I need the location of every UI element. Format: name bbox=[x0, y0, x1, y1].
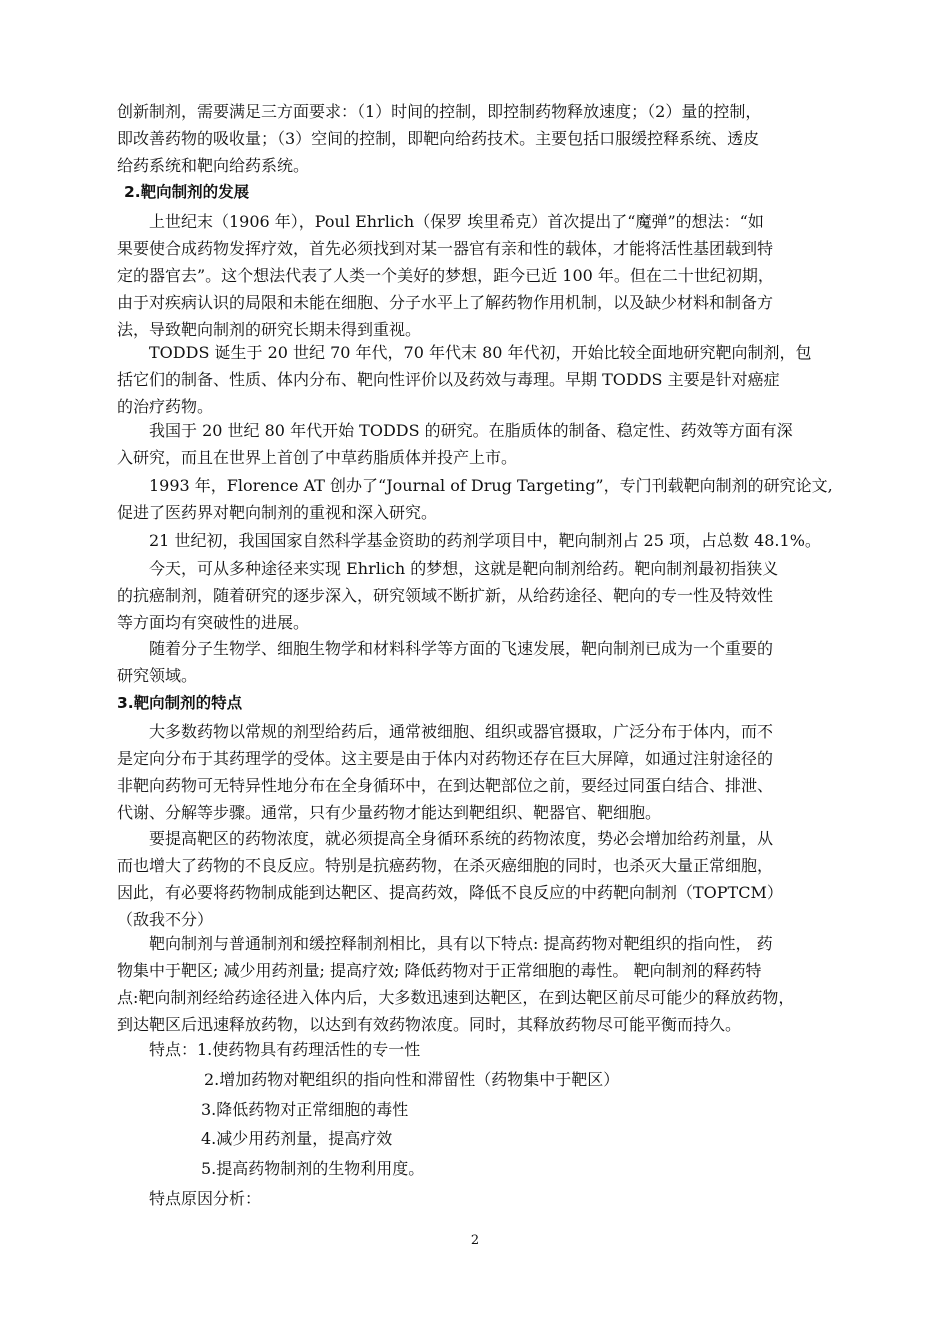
text-line: 上世纪末（1906 年），Poul Ehrlich（保罗 埃里希克）首次提出了“魔弹”的想法：“如 bbox=[117, 212, 764, 231]
section2-paragraph-7 bbox=[117, 635, 840, 689]
page-number: 2 bbox=[470, 1233, 480, 1248]
text-line: 大多数药物以常规的剂型给药后，通常被细胞、组织或器官摄取，广泛分布于体内，而不 bbox=[117, 722, 774, 741]
text-line: 随着分子生物学、细胞生物学和材料科学等方面的飞速发展，靶向制剂已成为一个重要的 bbox=[117, 639, 774, 658]
section2-paragraph-5 bbox=[117, 527, 840, 554]
text-line: 定的器官去”。这个想法代表了人类一个美好的梦想，距今已近 100 年。但在二十世纪初期， bbox=[117, 266, 774, 285]
text-line: 果要使合成药物发挥疗效，首先必须找到对某一器官有亲和性的载体，才能将活性基团载到特 bbox=[117, 239, 774, 258]
text-line: 的抗癌制剂，随着研究的逐步深入，研究领域不断扩新，从给药途径、靶向的专一性及特效性 bbox=[117, 586, 774, 605]
feature-item: 5.提高药物制剂的生物利用度。 bbox=[201, 1159, 425, 1178]
section2-paragraph-2 bbox=[117, 339, 840, 420]
text-line: 给药系统和靶向给药系统。 bbox=[117, 156, 310, 175]
section2-paragraph-3 bbox=[117, 417, 840, 471]
text-line: （敌我不分） bbox=[117, 910, 214, 929]
text-line: 即改善药物的吸收量；（3）空间的控制，即靶向给药技术。主要包括口服缓控释系统、透皮 bbox=[117, 129, 760, 148]
feature-item: 2.增加药物对靶组织的指向性和滞留性（药物集中于靶区） bbox=[204, 1070, 620, 1089]
feature-item: 4.减少用药剂量，提高疗效 bbox=[201, 1129, 393, 1148]
text-line: 因此，有必要将药物制成能到达靶区、提高药效，降低不良反应的中药靶向制剂（TOPTCM） bbox=[117, 883, 783, 902]
text-line: 1993 年，Florence AT 创办了“Journal of Drug Targeting”，专门刊载靶向制剂的研究论文, bbox=[117, 476, 833, 495]
section-heading-3: 3.靶向制剂的特点 bbox=[117, 694, 243, 712]
text-line: 非靶向药物可无特异性地分布在全身循环中，在到达靶部位之前，要经过同蛋白结合、排泄、 bbox=[117, 776, 774, 795]
text-line: 今天，可从多种途径来实现 Ehrlich 的梦想，这就是靶向制剂给药。靶向制剂最初指狭义 bbox=[117, 559, 779, 578]
text-line: 靶向制剂与普通制剂和缓控释制剂相比，具有以下特点: 提高药物对靶组织的指向性， 药 bbox=[117, 934, 773, 953]
text-line: 研究领域。 bbox=[117, 666, 198, 685]
text-line: 入研究，而且在世界上首创了中草药脂质体并投产上市。 bbox=[117, 448, 518, 467]
text-line: 的治疗药物。 bbox=[117, 397, 214, 416]
text-line: 法，导致靶向制剂的研究长期未得到重视。 bbox=[117, 320, 422, 339]
text-line: TODDS 诞生于 20 世纪 70 年代，70 年代末 80 年代初，开始比较全面地研究靶向制剂，包 bbox=[117, 343, 812, 362]
section2-paragraph-6 bbox=[117, 555, 840, 636]
section3-paragraph-1 bbox=[117, 718, 840, 826]
text-line: 等方面均有突破性的进展。 bbox=[117, 613, 310, 632]
text-line: 点:靶向制剂经给药途径进入体内后，大多数迅速到达靶区，在到达靶区前尽可能少的释放药物， bbox=[117, 988, 795, 1007]
section3-paragraph-3 bbox=[117, 930, 840, 1038]
text-line: 21 世纪初，我国国家自然科学基金资助的药剂学项目中，靶向制剂占 25 项，占总数 48.1%。 bbox=[117, 531, 821, 550]
text-line: 物集中于靶区; 减少用药剂量; 提高疗效; 降低药物对于正常细胞的毒性。 靶向制剂的释药特 bbox=[117, 961, 762, 980]
section2-paragraph-4 bbox=[117, 472, 840, 526]
text-line: 促进了医药界对靶向制剂的重视和深入研究。 bbox=[117, 503, 438, 522]
section-heading-2: 2.靶向制剂的发展 bbox=[124, 183, 250, 201]
features-intro: 特点：1.使药物具有药理活性的专一性 bbox=[149, 1040, 421, 1059]
text-line: 我国于 20 世纪 80 年代开始 TODDS 的研究。在脂质体的制备、稳定性、药效等方面有深 bbox=[117, 421, 793, 440]
text-line: 是定向分布于其药理学的受体。这主要是由于体内对药物还存在巨大屏障，如通过注射途径的 bbox=[117, 749, 774, 768]
text-line: 要提高靶区的药物浓度，就必须提高全身循环系统的药物浓度，势必会增加给药剂量，从 bbox=[117, 829, 774, 848]
text-line: 由于对疾病认识的局限和未能在细胞、分子水平上了解药物作用机制，以及缺少材料和制备方 bbox=[117, 293, 774, 312]
text-line: 括它们的制备、性质、体内分布、靶向性评价以及药效与毒理。早期 TODDS 主要是针对癌症 bbox=[117, 370, 780, 389]
analysis-heading: 特点原因分析： bbox=[149, 1189, 262, 1208]
text-line: 而也增大了药物的不良反应。特别是抗癌药物，在杀灭癌细胞的同时，也杀灭大量正常细胞， bbox=[117, 856, 774, 875]
intro-paragraph bbox=[117, 98, 840, 179]
text-line: 创新制剂，需要满足三方面要求：（1）时间的控制，即控制药物释放速度；（2）量的控制， bbox=[117, 102, 762, 121]
text-line: 代谢、分解等步骤。通常，只有少量药物才能达到靶组织、靶器官、靶细胞。 bbox=[117, 803, 662, 822]
text-line: 到达靶区后迅速释放药物，以达到有效药物浓度。同时，其释放药物尽可能平衡而持久。 bbox=[117, 1015, 742, 1034]
section2-paragraph-1 bbox=[117, 208, 840, 343]
feature-item: 3.降低药物对正常细胞的毒性 bbox=[201, 1100, 409, 1119]
section3-paragraph-2 bbox=[117, 825, 840, 933]
